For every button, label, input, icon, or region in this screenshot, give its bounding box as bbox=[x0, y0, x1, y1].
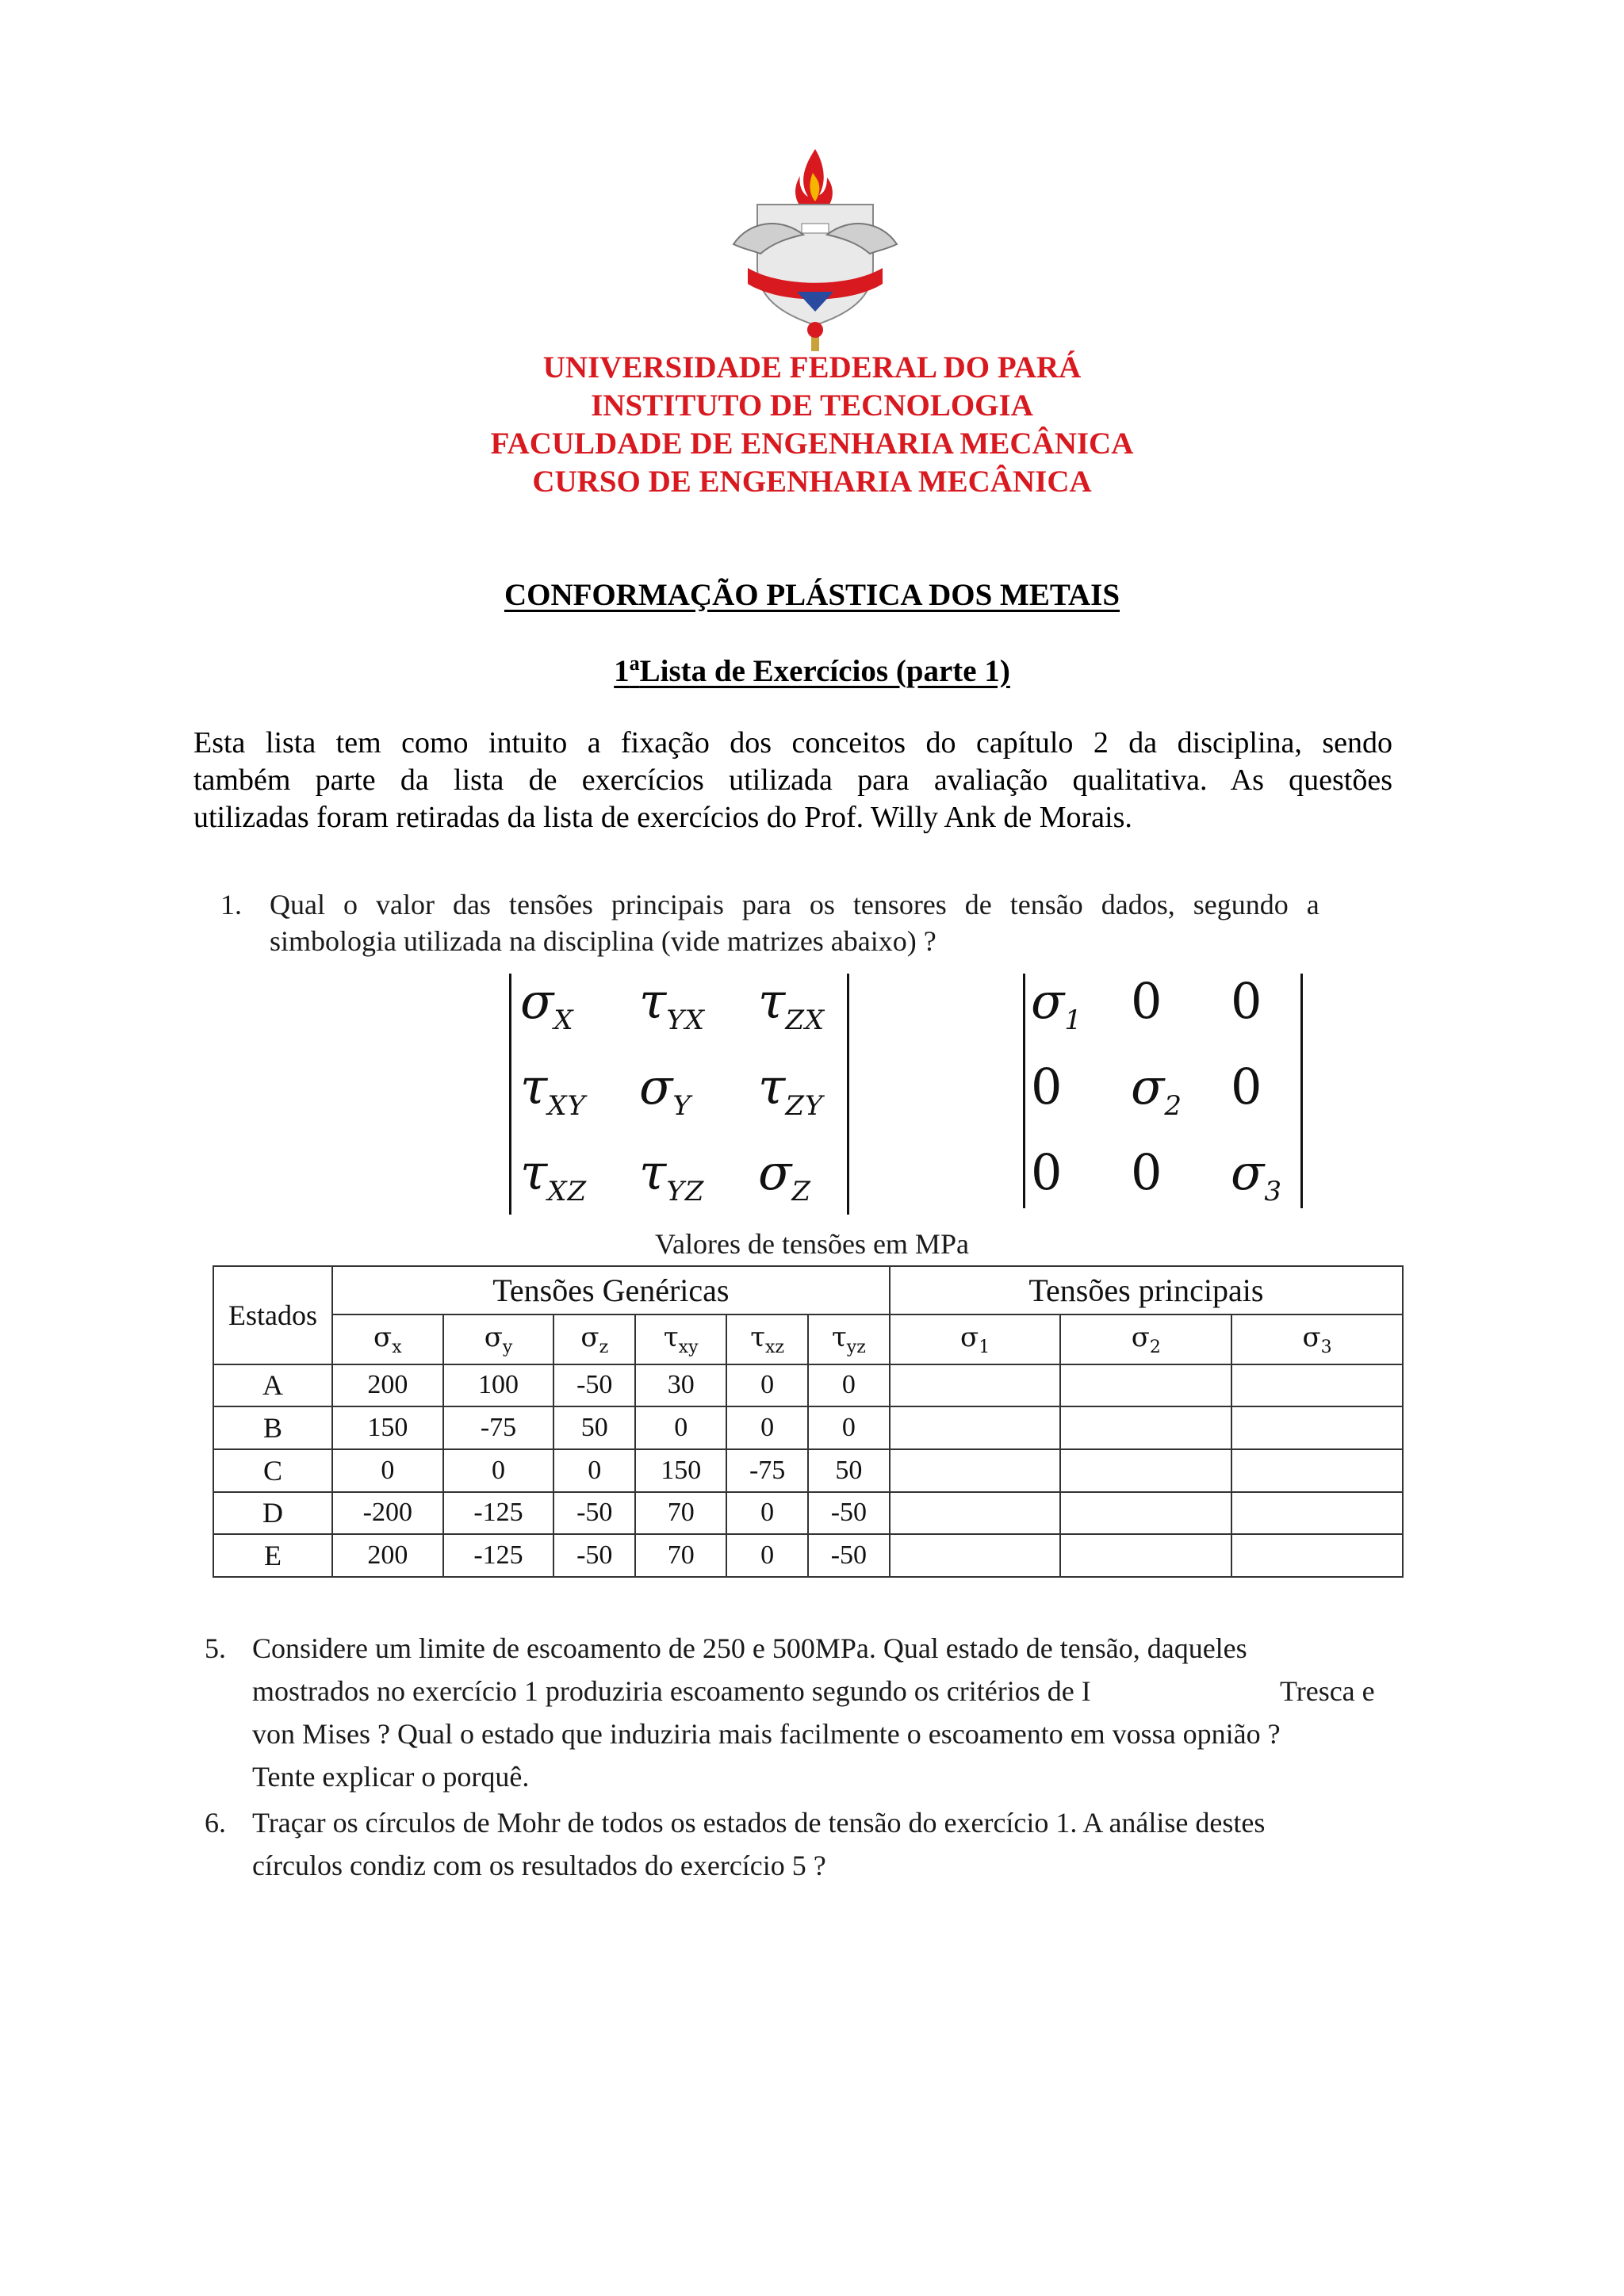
column-subscript: y bbox=[502, 1337, 513, 1357]
states-header: Estados bbox=[213, 1266, 332, 1364]
principal-matrix-cell bbox=[1231, 972, 1262, 1030]
generic-column-header bbox=[332, 1314, 443, 1364]
value-cell: -50 bbox=[553, 1364, 635, 1407]
question-text-fragment: Tresca e bbox=[1280, 1675, 1375, 1707]
list-title bbox=[0, 652, 1624, 689]
principal-matrix-symbol: 0 bbox=[1031, 1058, 1063, 1115]
intro-line: Esta lista tem como intuito a fixação dos conceitos do capítulo 2 da disciplina, sendo bbox=[193, 726, 1392, 760]
state-cell: C bbox=[213, 1449, 332, 1492]
intro-line: utilizadas foram retiradas da lista de exercícios do Prof. Willy Ank de Morais. bbox=[193, 801, 1132, 834]
list-title-superscript: a bbox=[629, 652, 640, 675]
question-text-line: von Mises ? Qual o estado que induziria mais facilmente o escoamento em vossa opnião ? bbox=[252, 1718, 1281, 1750]
question-number: 6. bbox=[205, 1807, 226, 1839]
column-symbol: σ bbox=[580, 1321, 599, 1353]
principal-column-header bbox=[890, 1314, 1061, 1364]
generic-matrix-subscript: ZY bbox=[785, 1090, 824, 1122]
value-cell: 0 bbox=[808, 1364, 890, 1407]
generic-matrix-symbol: τ bbox=[639, 972, 667, 1030]
principal-stresses-header: Tensões principais bbox=[890, 1266, 1403, 1314]
empty-answer-cell bbox=[1060, 1406, 1231, 1449]
generic-column-header bbox=[635, 1314, 726, 1364]
generic-column-header bbox=[726, 1314, 808, 1364]
principal-matrix-symbol: 0 bbox=[1031, 1143, 1063, 1201]
column-symbol: σ bbox=[1131, 1321, 1150, 1353]
generic-matrix-subscript: XZ bbox=[547, 1176, 588, 1207]
course-title: CONFORMAÇÃO PLÁSTICA DOS METAIS bbox=[504, 578, 1120, 612]
matrix-left-bar bbox=[509, 974, 511, 1215]
state-cell: B bbox=[213, 1406, 332, 1449]
principal-matrix-symbol: σ bbox=[1231, 1143, 1265, 1201]
principal-matrix-subscript: 2 bbox=[1164, 1090, 1182, 1122]
generic-matrix-symbol: σ bbox=[758, 1143, 792, 1201]
generic-matrix-symbol: τ bbox=[520, 1058, 548, 1115]
matrix-left-bar bbox=[1023, 974, 1025, 1208]
question-text-line: mostrados no exercício 1 produziria escoamento segundo os critérios de I bbox=[252, 1675, 1091, 1707]
table-row bbox=[213, 1534, 1403, 1577]
question-text-line: Traçar os círculos de Mohr de todos os estados de tensão do exercício 1. A análise destes bbox=[252, 1807, 1266, 1839]
generic-matrix-subscript: Z bbox=[791, 1176, 811, 1207]
intro-paragraph bbox=[193, 725, 1392, 836]
principal-matrix-symbol: σ bbox=[1031, 972, 1065, 1030]
list-title-number: 1 bbox=[614, 654, 630, 688]
value-cell: 0 bbox=[553, 1449, 635, 1492]
header-line-university: UNIVERSIDADE FEDERAL DO PARÁ bbox=[542, 350, 1082, 385]
value-cell: -50 bbox=[808, 1492, 890, 1535]
generic-stresses-header: Tensões Genéricas bbox=[332, 1266, 890, 1314]
generic-matrix-subscript: ZX bbox=[785, 1004, 825, 1036]
stress-values-table bbox=[213, 1265, 1404, 1578]
generic-matrix-subscript: Y bbox=[672, 1090, 691, 1122]
column-symbol: τ bbox=[831, 1321, 847, 1353]
generic-matrix-subscript: YZ bbox=[666, 1176, 705, 1207]
value-cell: 200 bbox=[332, 1534, 443, 1577]
principal-matrix-symbol: 0 bbox=[1131, 972, 1162, 1030]
column-symbol: σ bbox=[373, 1321, 393, 1353]
table-row bbox=[213, 1492, 1403, 1535]
value-cell: 0 bbox=[635, 1406, 726, 1449]
principal-column-header bbox=[1231, 1314, 1403, 1364]
principal-matrix-symbol: 0 bbox=[1231, 972, 1262, 1030]
empty-answer-cell bbox=[890, 1534, 1061, 1577]
value-cell: -75 bbox=[443, 1406, 554, 1449]
generic-matrix-cell bbox=[639, 972, 705, 1036]
generic-matrix-cell bbox=[520, 1058, 586, 1122]
generic-matrix-symbol: τ bbox=[520, 1143, 548, 1201]
value-cell: 30 bbox=[635, 1364, 726, 1407]
column-symbol: σ bbox=[484, 1321, 503, 1353]
principal-matrix-cell bbox=[1231, 1143, 1282, 1207]
principal-matrix-cell bbox=[1031, 1058, 1062, 1115]
value-cell: 100 bbox=[443, 1364, 554, 1407]
value-cell: -50 bbox=[553, 1492, 635, 1535]
value-cell: -125 bbox=[443, 1492, 554, 1535]
principal-matrix-cell bbox=[1031, 1143, 1062, 1201]
column-subscript: 2 bbox=[1149, 1337, 1161, 1357]
value-cell: -50 bbox=[808, 1534, 890, 1577]
principal-matrix-symbol: σ bbox=[1131, 1058, 1165, 1115]
generic-matrix-cell bbox=[758, 972, 825, 1036]
principal-matrix-cell bbox=[1231, 1058, 1262, 1115]
empty-answer-cell bbox=[1231, 1492, 1403, 1535]
state-cell: D bbox=[213, 1492, 332, 1535]
table-row bbox=[213, 1406, 1403, 1449]
value-cell: 0 bbox=[332, 1449, 443, 1492]
principal-matrix-symbol: 0 bbox=[1131, 1143, 1162, 1201]
principal-matrix-symbol: 0 bbox=[1231, 1058, 1262, 1115]
question-text-line: Qual o valor das tensões principais para os tensores de tensão dados, segundo a bbox=[270, 889, 1320, 920]
value-cell: 0 bbox=[726, 1534, 808, 1577]
column-symbol: τ bbox=[750, 1321, 766, 1353]
header-line-institute: INSTITUTO DE TECNOLOGIA bbox=[591, 388, 1033, 423]
header-line-faculty: FACULDADE DE ENGENHARIA MECÂNICA bbox=[490, 427, 1134, 461]
state-cell: E bbox=[213, 1534, 332, 1577]
value-cell: 150 bbox=[332, 1406, 443, 1449]
column-subscript: 3 bbox=[1320, 1337, 1332, 1357]
generic-matrix-subscript: X bbox=[553, 1004, 574, 1036]
principal-matrix-cell bbox=[1031, 972, 1082, 1036]
empty-answer-cell bbox=[1060, 1492, 1231, 1535]
empty-answer-cell bbox=[890, 1406, 1061, 1449]
value-cell: 150 bbox=[635, 1449, 726, 1492]
generic-matrix-cell bbox=[639, 1143, 704, 1207]
value-cell: 0 bbox=[443, 1449, 554, 1492]
table-caption: Valores de tensões em MPa bbox=[655, 1228, 969, 1260]
value-cell: 50 bbox=[808, 1449, 890, 1492]
principal-matrix-cell bbox=[1131, 972, 1162, 1030]
question-text-line: Tente explicar o porquê. bbox=[252, 1761, 530, 1793]
empty-answer-cell bbox=[1231, 1364, 1403, 1407]
question-text-line: Considere um limite de escoamento de 250 e 500MPa. Qual estado de tensão, daqueles bbox=[252, 1632, 1247, 1664]
matrix-right-bar bbox=[1300, 974, 1303, 1208]
generic-matrix-symbol: τ bbox=[758, 1058, 786, 1115]
generic-matrix-symbol: σ bbox=[639, 1058, 673, 1115]
generic-matrix-symbol: σ bbox=[520, 972, 554, 1030]
column-subscript: xz bbox=[765, 1337, 785, 1357]
value-cell: 0 bbox=[726, 1406, 808, 1449]
empty-answer-cell bbox=[890, 1449, 1061, 1492]
value-cell: 0 bbox=[726, 1364, 808, 1407]
list-title-text: Lista de Exercícios (parte 1) bbox=[639, 654, 1010, 688]
column-subscript: xy bbox=[678, 1337, 699, 1357]
principal-column-header bbox=[1060, 1314, 1231, 1364]
question-text-line: círculos condiz com os resultados do exercício 5 ? bbox=[252, 1850, 826, 1881]
empty-answer-cell bbox=[890, 1364, 1061, 1407]
matrix-right-bar bbox=[847, 974, 849, 1215]
generic-column-header bbox=[443, 1314, 554, 1364]
intro-line: também parte da lista de exercícios utilizada para avaliação qualitativa. As questões bbox=[193, 763, 1392, 797]
value-cell: -75 bbox=[726, 1449, 808, 1492]
value-cell: -200 bbox=[332, 1492, 443, 1535]
empty-answer-cell bbox=[1231, 1534, 1403, 1577]
principal-matrix-subscript: 1 bbox=[1064, 1004, 1082, 1036]
value-cell: 200 bbox=[332, 1364, 443, 1407]
generic-matrix-symbol: τ bbox=[758, 972, 786, 1030]
header-line-course: CURSO DE ENGENHARIA MECÂNICA bbox=[532, 465, 1092, 499]
value-cell: 50 bbox=[553, 1406, 635, 1449]
empty-answer-cell bbox=[1060, 1534, 1231, 1577]
table-row bbox=[213, 1449, 1403, 1492]
generic-matrix-subscript: XY bbox=[547, 1090, 586, 1122]
generic-matrix-cell bbox=[639, 1058, 691, 1122]
column-subscript: yz bbox=[846, 1337, 866, 1357]
column-symbol: σ bbox=[1302, 1321, 1321, 1353]
generic-matrix-subscript: YX bbox=[666, 1004, 705, 1036]
empty-answer-cell bbox=[890, 1492, 1061, 1535]
principal-matrix-cell bbox=[1131, 1143, 1162, 1201]
empty-answer-cell bbox=[1060, 1364, 1231, 1407]
column-subscript: 1 bbox=[979, 1337, 990, 1357]
generic-matrix-cell bbox=[520, 972, 574, 1036]
generic-column-header bbox=[808, 1314, 890, 1364]
empty-answer-cell bbox=[1231, 1449, 1403, 1492]
generic-column-header bbox=[553, 1314, 635, 1364]
column-symbol: σ bbox=[960, 1321, 979, 1353]
generic-matrix-cell bbox=[520, 1143, 587, 1207]
table-row bbox=[213, 1364, 1403, 1407]
value-cell: -50 bbox=[553, 1534, 635, 1577]
generic-matrix-cell bbox=[758, 1143, 811, 1207]
value-cell: 70 bbox=[635, 1534, 726, 1577]
column-subscript: z bbox=[599, 1337, 609, 1357]
state-cell: A bbox=[213, 1364, 332, 1407]
generic-matrix-cell bbox=[758, 1058, 823, 1122]
value-cell: 70 bbox=[635, 1492, 726, 1535]
question-text-line: simbologia utilizada na disciplina (vide matrizes abaixo) ? bbox=[270, 925, 936, 957]
value-cell: 0 bbox=[726, 1492, 808, 1535]
empty-answer-cell bbox=[1231, 1406, 1403, 1449]
principal-matrix-cell bbox=[1131, 1058, 1182, 1122]
value-cell: -125 bbox=[443, 1534, 554, 1577]
university-logo bbox=[726, 149, 905, 355]
column-subscript: x bbox=[392, 1337, 402, 1357]
generic-matrix-symbol: τ bbox=[639, 1143, 667, 1201]
column-symbol: τ bbox=[663, 1321, 679, 1353]
empty-answer-cell bbox=[1060, 1449, 1231, 1492]
principal-matrix-subscript: 3 bbox=[1264, 1176, 1282, 1207]
question-number: 5. bbox=[205, 1632, 226, 1664]
question-number: 1. bbox=[220, 889, 242, 920]
value-cell: 0 bbox=[808, 1406, 890, 1449]
